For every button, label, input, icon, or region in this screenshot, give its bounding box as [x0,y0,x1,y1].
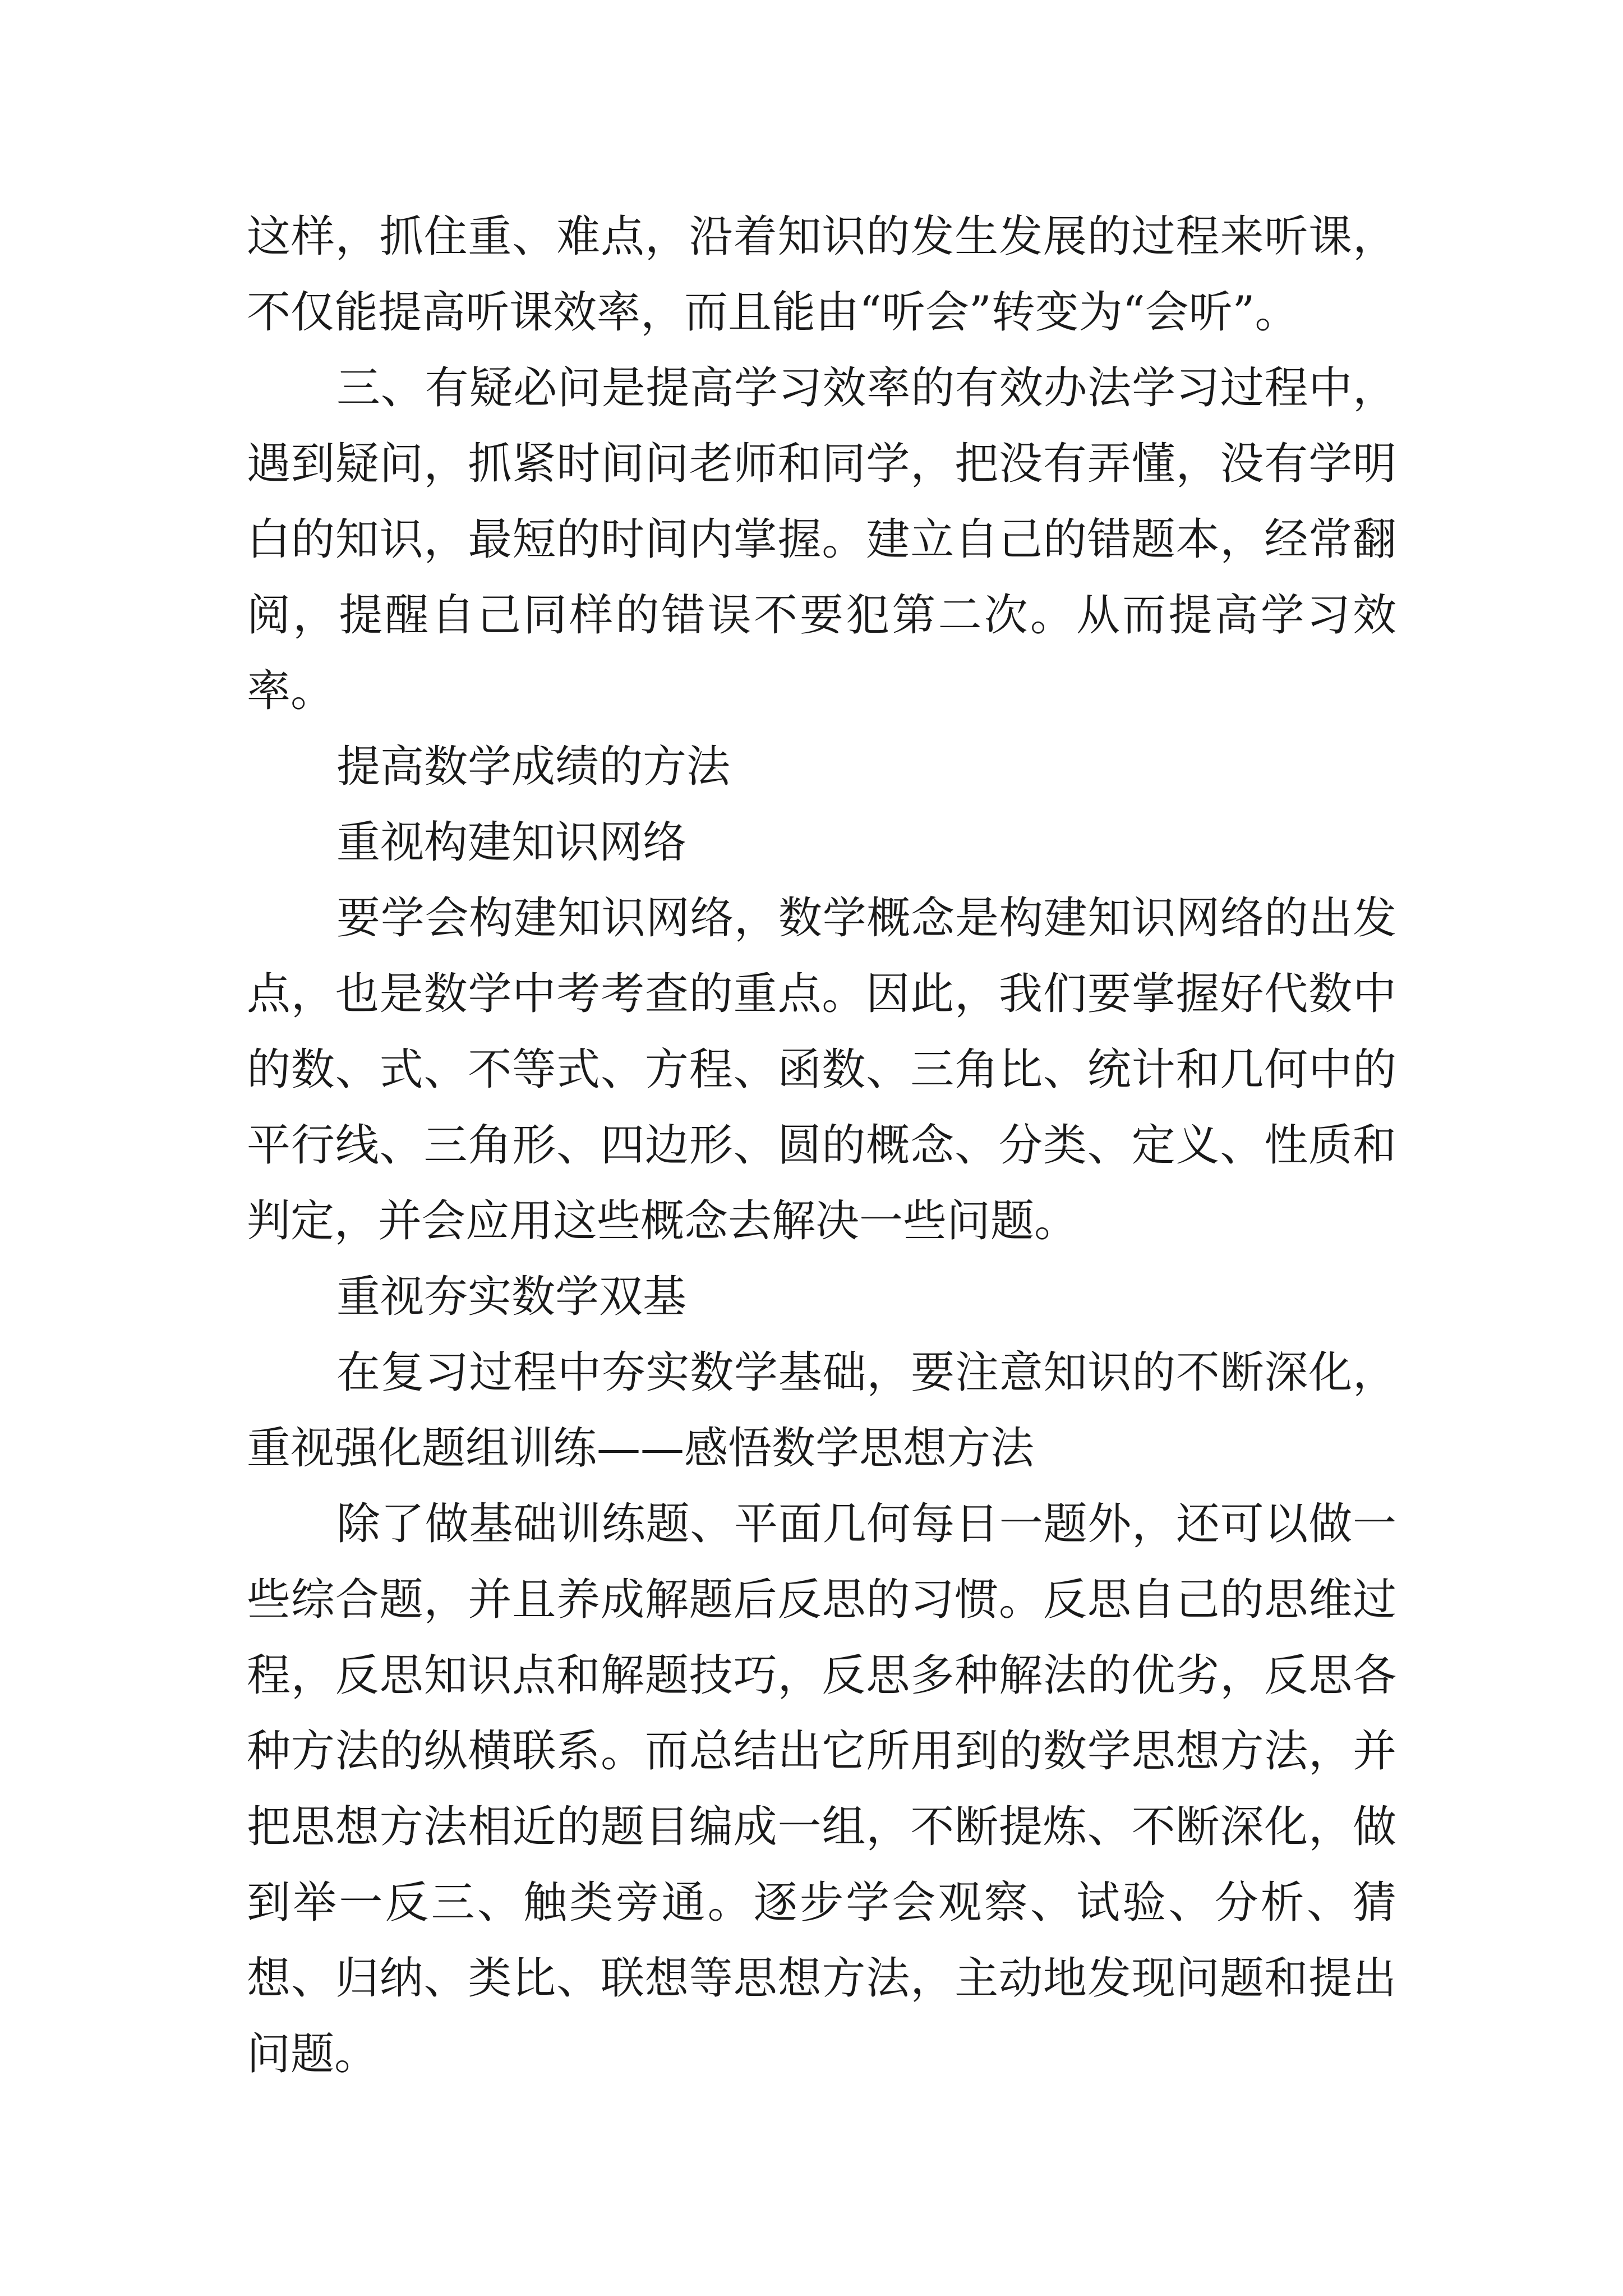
paragraph-reflection: 除了做基础训练题、平面几何每日一题外，还可以做一些综合题，并且养成解题后反思的习惯。反思自己的思维过程，反思知识点和解题技巧，反思多种解法的优劣，反思各种方法的纵横联系。而总结出它所用到的数学思想方法，并把思想方法相近的题目编成一组，不断提炼、不断深化，做到举一反三、触类旁通。逐步学会观察、试验、分析、猜想、归纳、类比、联想等思想方法，主动地发现问题和提出问题。 [247,1499,1396,2079]
paragraph-continuation: 这样，抓住重、难点，沿着知识的发生发展的过程来听课，不仅能提高听课效率，而且能由“听会”转变为“会听”。 [247,211,1396,338]
section-heading-math-methods: 提高数学成绩的方法 [336,742,731,792]
document-body [247,199,1396,2092]
paragraph-math-fundamentals: 在复习过程中夯实数学基础，要注意知识的不断深化，重视强化题组训练——感悟数学思想方法 [247,1347,1396,1474]
paragraph-knowledge-network: 要学会构建知识网络，数学概念是构建知识网络的出发点，也是数学中考考查的重点。因此，我们要掌握好代数中的数、式、不等式、方程、函数、三角比、统计和几何中的平行线、三角形、四边形、圆的概念、分类、定义、性质和判定，并会应用这些概念去解决一些问题。 [247,893,1396,1246]
subheading-knowledge-network: 重视构建知识网络 [336,817,687,868]
paragraph-ask-questions: 三、有疑必问是提高学习效率的有效办法学习过程中，遇到疑问，抓紧时间问老师和同学，把没有弄懂，没有学明白的知识，最短的时间内掌握。建立自己的错题本，经常翻阅，提醒自己同样的错误不要犯第二次。从而提高学习效率。 [247,363,1396,716]
subheading-math-fundamentals: 重视夯实数学双基 [336,1272,687,1322]
